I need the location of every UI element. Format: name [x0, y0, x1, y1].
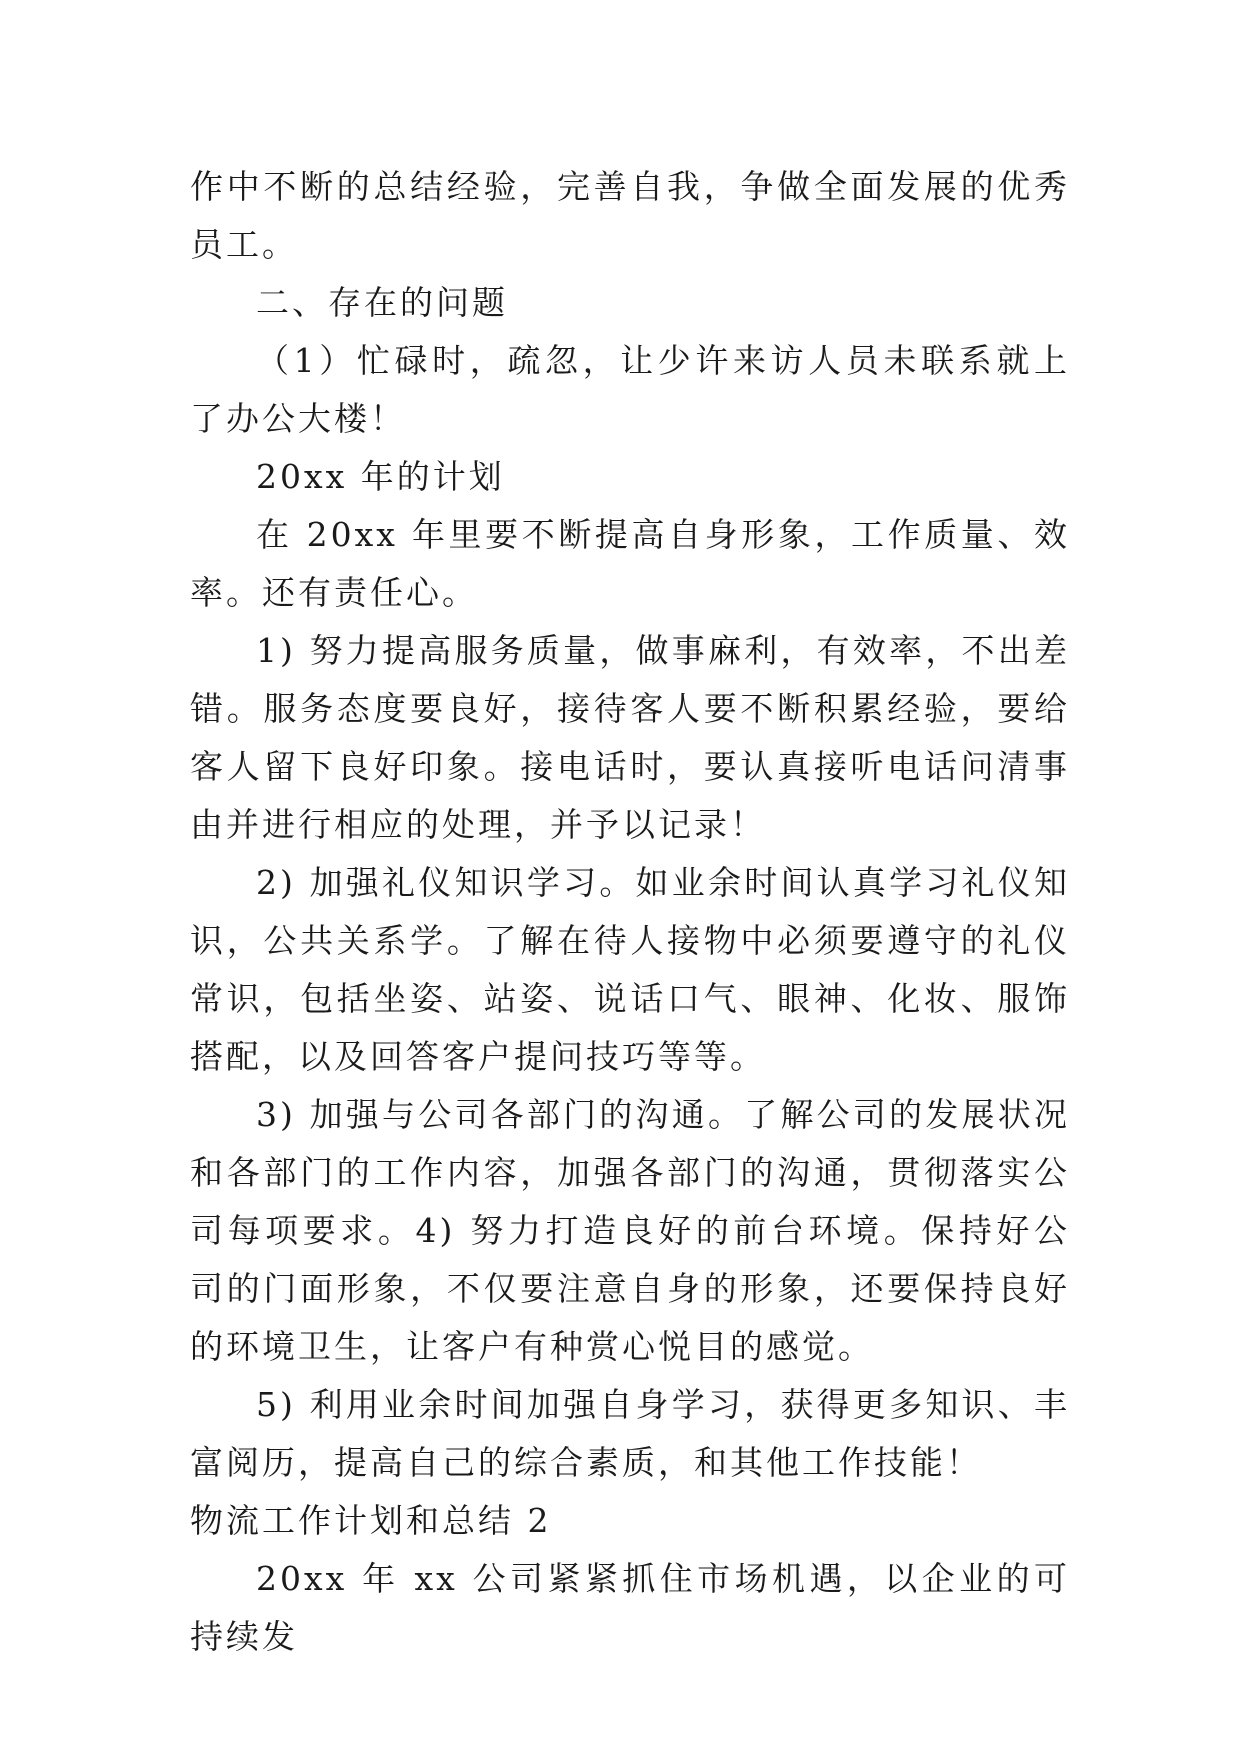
paragraph-problem-1: （1）忙碌时，疏忽，让少许来访人员未联系就上了办公大楼！: [190, 341, 1070, 438]
section-title-logistics-2: 物流工作计划和总结 2: [190, 1501, 552, 1540]
paragraph-logistics-intro: 20xx 年 xx 公司紧紧抓住市场机遇，以企业的可持续发: [190, 1559, 1070, 1656]
paragraph-continuation: 作中不断的总结经验，完善自我，争做全面发展的优秀员工。: [190, 167, 1070, 264]
section-heading-plan: 20xx 年的计划: [256, 457, 505, 496]
paragraph-plan-item-1: 1) 努力提高服务质量，做事麻利，有效率，不出差错。服务态度要良好，接待客人要不断积累经验，要给客人留下良好印象。接电话时，要认真接听电话问清事由并进行相应的处理，并予以记录！: [190, 631, 1070, 844]
paragraph-plan-item-2: 2) 加强礼仪知识学习。如业余时间认真学习礼仪知识，公共关系学。了解在待人接物中必须要遵守的礼仪常识，包括坐姿、站姿、说话口气、眼神、化妆、服饰搭配，以及回答客户提问技巧等等。: [190, 863, 1070, 1076]
paragraph-plan-intro: 在 20xx 年里要不断提高自身形象，工作质量、效率。还有责任心。: [190, 515, 1070, 612]
section-heading-problems: 二、存在的问题: [256, 283, 508, 322]
paragraph-plan-item-5: 5) 利用业余时间加强自身学习，获得更多知识、丰富阅历，提高自己的综合素质，和其他工作技能！: [190, 1385, 1070, 1482]
paragraph-plan-item-3-4: 3) 加强与公司各部门的沟通。了解公司的发展状况和各部门的工作内容，加强各部门的沟通，贯彻落实公司每项要求。4) 努力打造良好的前台环境。保持好公司的门面形象，不仅要注意自身的形象，还要保持良好的环境卫生，让客户有种赏心悦目的感觉。: [190, 1095, 1070, 1366]
document-body: [190, 158, 1070, 1666]
